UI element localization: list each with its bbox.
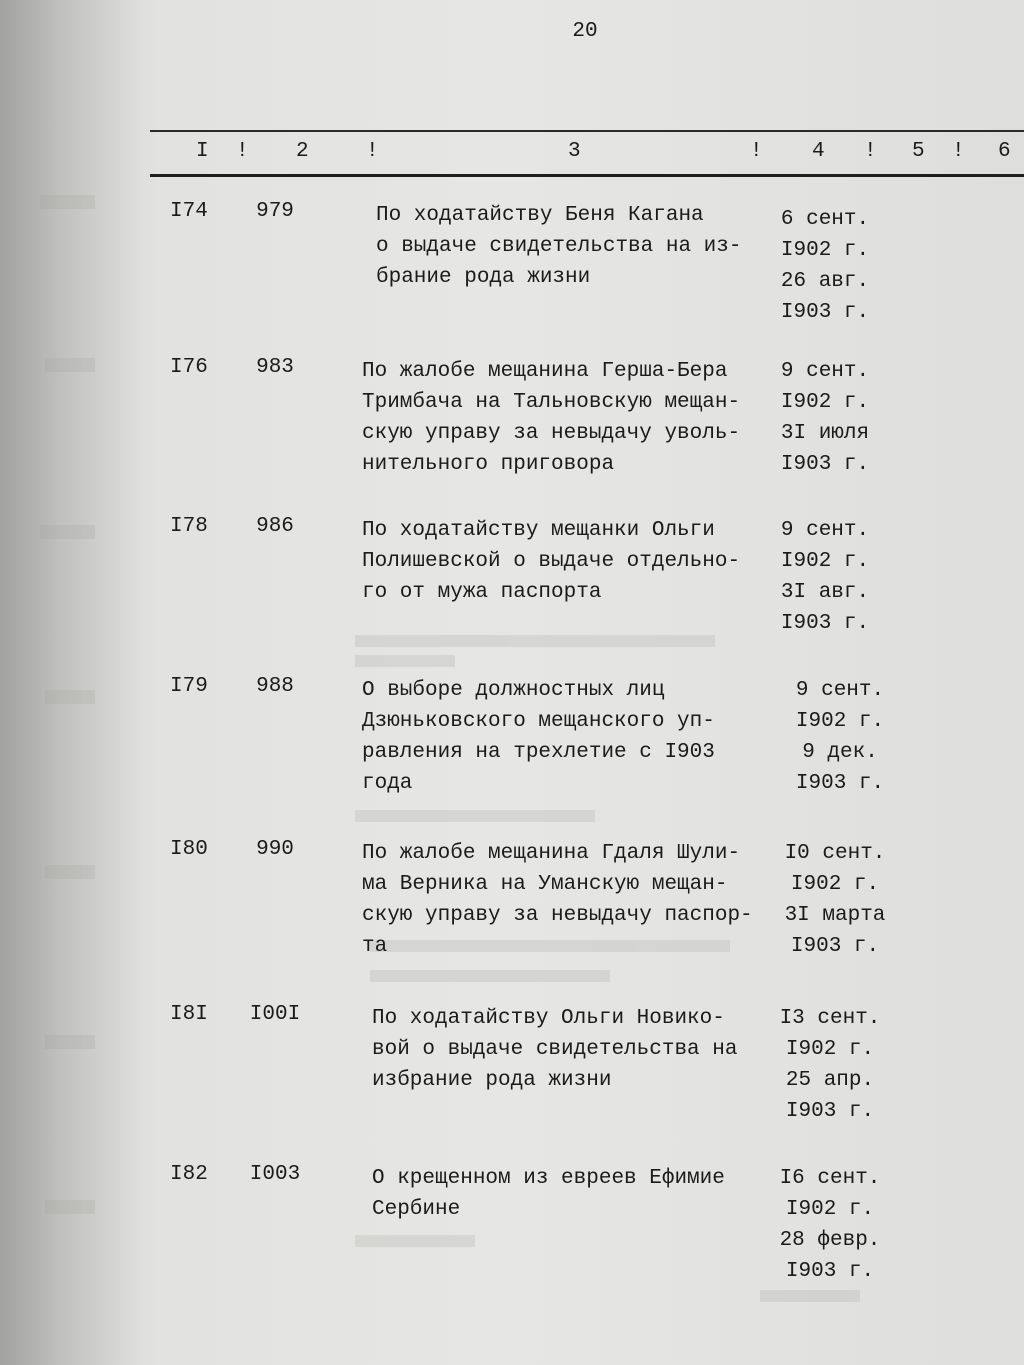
case-dates: 9 сент. I902 г. 3I авг. I903 г. bbox=[780, 519, 870, 635]
file-number: I00I bbox=[249, 1003, 301, 1026]
header-separator: ! bbox=[952, 140, 965, 163]
file-number: 988 bbox=[256, 675, 294, 698]
case-description: О выборе должностных лиц Дзюньковского мещанского уп- равления на трехлетие с I903 года bbox=[362, 679, 715, 795]
header-col-6: 6 bbox=[998, 140, 1011, 163]
case-description: По ходатайству Ольги Новико- вой о выдаче свидетельства на избрание рода жизни bbox=[372, 1007, 738, 1092]
row-index: I78 bbox=[170, 515, 208, 538]
header-col-4: 4 bbox=[812, 140, 825, 163]
row-index: I8I bbox=[170, 1003, 208, 1026]
header-separator: ! bbox=[366, 140, 379, 163]
header-separator: ! bbox=[750, 140, 763, 163]
file-number: 986 bbox=[256, 515, 294, 538]
case-dates: I0 сент. I902 г. 3I марта I903 г. bbox=[784, 842, 886, 958]
case-dates: 9 сент. I902 г. 9 дек. I903 г. bbox=[795, 679, 885, 795]
file-number: 990 bbox=[256, 838, 294, 861]
file-number: I003 bbox=[249, 1163, 301, 1186]
case-description: По жалобе мещанина Гдаля Шули- ма Верника на Уманскую мещан- скую управу за невыдачу паспор- та bbox=[362, 842, 753, 958]
header-col-5: 5 bbox=[912, 140, 925, 163]
row-index: I80 bbox=[170, 838, 208, 861]
row-index: I74 bbox=[170, 200, 208, 223]
case-dates: I6 сент. I902 г. 28 февр. I903 г. bbox=[779, 1167, 881, 1283]
file-number: 983 bbox=[256, 356, 294, 379]
case-description: По жалобе мещанина Герша-Бера Тримбача на Тальновскую мещан- скую управу за невыдачу уволь- нительного приговора bbox=[362, 360, 741, 476]
file-number: 979 bbox=[256, 200, 294, 223]
row-index: I82 bbox=[170, 1163, 208, 1186]
case-description: По ходатайству Беня Кагана о выдаче свидетельства на из- брание рода жизни bbox=[376, 204, 742, 289]
case-dates: 9 сент. I902 г. 3I июля I903 г. bbox=[780, 360, 870, 476]
case-description: По ходатайству мещанки Ольги Полишевской о выдаче отдельно- го от мужа паспорта bbox=[362, 519, 741, 604]
row-index: I79 bbox=[170, 675, 208, 698]
header-separator: ! bbox=[236, 140, 249, 163]
page-number: 20 bbox=[572, 20, 598, 43]
header-col-3: 3 bbox=[568, 140, 581, 163]
header-col-1: I bbox=[196, 140, 209, 163]
row-index: I76 bbox=[170, 356, 208, 379]
case-dates: 6 сент. I902 г. 26 авг. I903 г. bbox=[780, 208, 870, 324]
case-description: О крещенном из евреев Ефимие Сербине bbox=[372, 1167, 725, 1221]
header-col-2: 2 bbox=[296, 140, 309, 163]
case-dates: I3 сент. I902 г. 25 апр. I903 г. bbox=[779, 1007, 881, 1123]
header-separator: ! bbox=[864, 140, 877, 163]
